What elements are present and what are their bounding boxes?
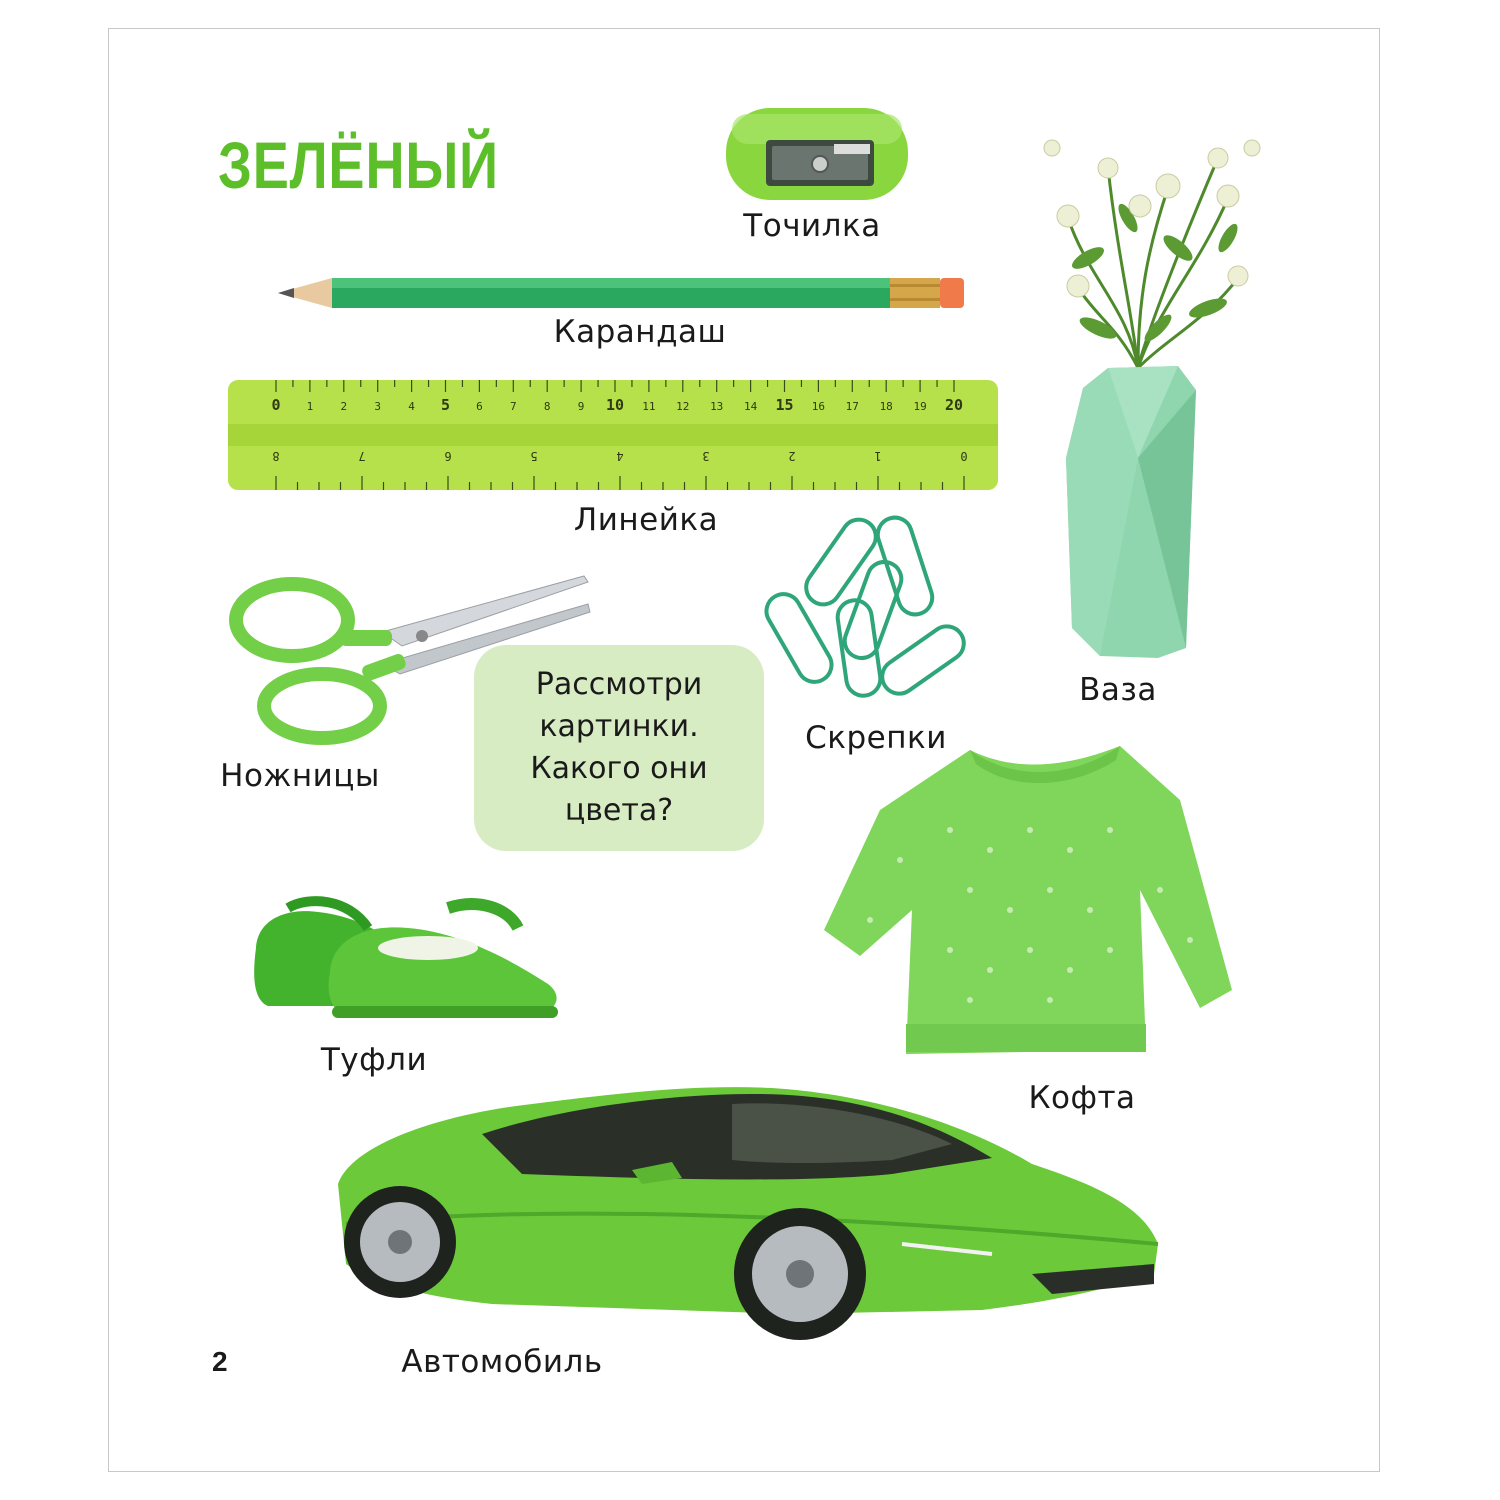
ruler-number-top: 6: [476, 400, 483, 413]
ruler-number-bottom: 7: [358, 449, 366, 463]
ruler-number-top: 5: [440, 396, 451, 414]
ruler-number-top: 10: [605, 396, 625, 414]
pencil-image: [278, 276, 968, 310]
ruler-number-top: 3: [374, 400, 382, 413]
ruler-label: Линейка: [573, 502, 719, 538]
question-box: [474, 645, 764, 851]
ruler-number-top: 13: [710, 400, 724, 413]
vase-label: Ваза: [1079, 672, 1157, 708]
ruler-number-bottom: 6: [444, 449, 452, 463]
ruler-number-bottom: 0: [960, 449, 968, 463]
ruler-number-top: 9: [577, 400, 585, 413]
shoes-label: Туфли: [320, 1042, 428, 1078]
ruler-number-top: 19: [913, 400, 927, 413]
ruler-number-top: 14: [743, 400, 758, 413]
ruler-number-bottom: 3: [702, 449, 710, 463]
ruler-number-top: 11: [642, 400, 656, 413]
car-image: [332, 1074, 1168, 1344]
ruler-number-top: 16: [811, 400, 826, 413]
ruler-number-bottom: 2: [788, 449, 796, 463]
ruler-number-top: 0: [271, 396, 281, 414]
sharpener-image: [722, 104, 912, 204]
ruler-number-bottom: 5: [530, 449, 538, 463]
question-text: Рассмотри картинки. Какого они цвета?: [530, 667, 708, 828]
car-label: Автомобиль: [401, 1344, 603, 1380]
sweater-image: [820, 740, 1236, 1066]
ruler-number-top: 18: [879, 400, 893, 413]
scissors-label: Ножницы: [220, 758, 380, 794]
ruler-image: [228, 380, 998, 490]
shoes-image: [248, 888, 568, 1022]
ruler-number-top: 20: [944, 396, 964, 414]
ruler-number-top: 17: [845, 400, 859, 413]
page-title: ЗЕЛЁНЫЙ: [218, 128, 499, 202]
paperclips-image: [776, 510, 988, 702]
pencil-label: Карандаш: [553, 314, 727, 350]
ruler-number-bottom: 4: [616, 449, 624, 463]
ruler-number-top: 2: [340, 400, 348, 413]
ruler-number-top: 1: [306, 400, 314, 413]
sharpener-label: Точилка: [743, 208, 881, 244]
ruler-number-top: 4: [408, 400, 415, 413]
sweater-label: Кофта: [1028, 1080, 1136, 1116]
ruler-number-bottom: 1: [874, 449, 882, 463]
ruler-number-top: 12: [676, 400, 690, 413]
ruler-number-top: 7: [509, 400, 517, 413]
vase-image: [1028, 128, 1268, 668]
paperclips-label: Скрепки: [805, 720, 947, 756]
ruler-number-top: 8: [543, 400, 551, 413]
ruler-number-bottom: 8: [272, 449, 280, 463]
ruler-number-top: 15: [775, 396, 794, 414]
page-number: 2: [212, 1346, 228, 1377]
